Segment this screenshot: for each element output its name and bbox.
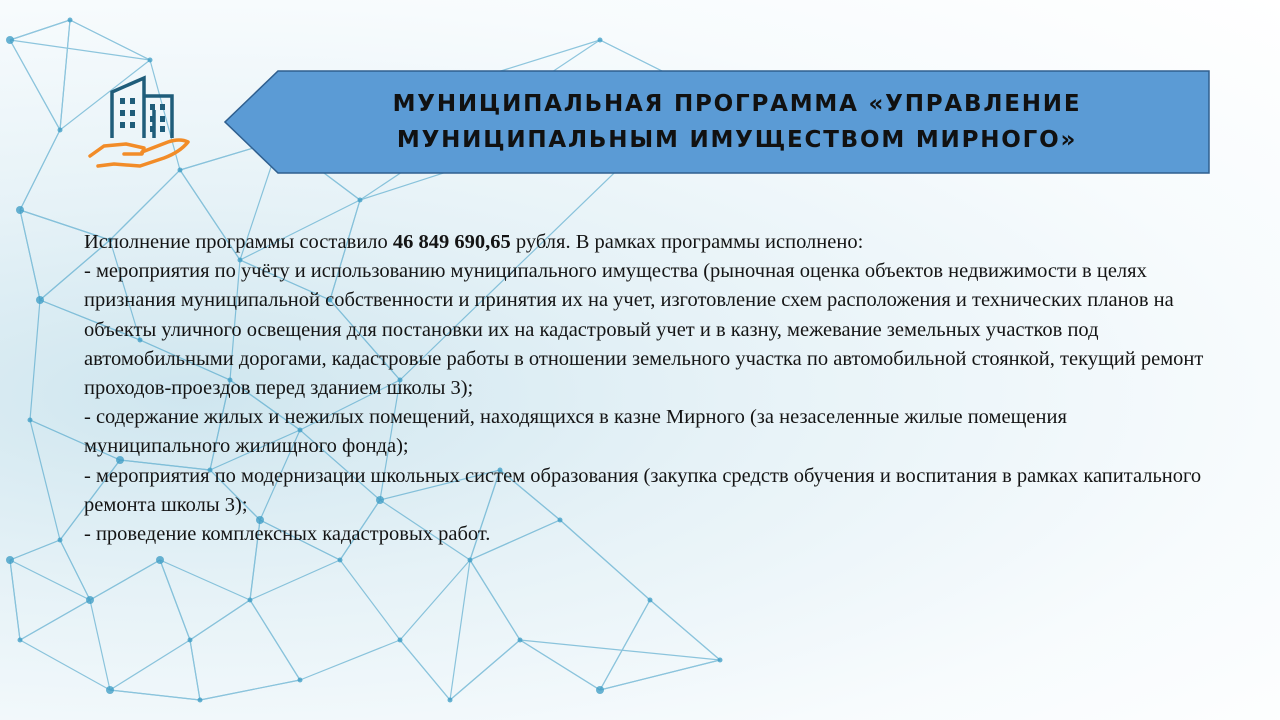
- network-node: [598, 38, 603, 43]
- network-line: [30, 420, 60, 540]
- logo: [84, 66, 204, 176]
- network-node: [156, 556, 164, 564]
- network-node: [16, 206, 24, 214]
- network-line: [600, 660, 720, 690]
- title-line-1: МУНИЦИПАЛЬНАЯ ПРОГРАММА «УПРАВЛЕНИЕ: [392, 91, 1082, 117]
- network-node: [198, 698, 203, 703]
- network-line: [340, 560, 400, 640]
- network-line: [650, 600, 720, 660]
- list-item: - мероприятия по модернизации школьных систем образования (закупка средств обучения и воспитания в рамках капитального ремонта школы 3);: [84, 464, 1202, 516]
- network-line: [10, 560, 20, 640]
- network-line: [190, 640, 200, 700]
- network-line: [200, 680, 300, 700]
- intro-text-before: Исполнение программы составило: [84, 231, 393, 253]
- network-node: [68, 18, 73, 23]
- network-node: [718, 658, 723, 663]
- network-line: [160, 560, 190, 640]
- program-amount: 46 849 690,65: [392, 231, 511, 253]
- building-in-hand-icon: [84, 66, 204, 176]
- network-line: [450, 560, 470, 700]
- network-node: [448, 698, 453, 703]
- network-node: [596, 686, 604, 694]
- network-node: [28, 418, 33, 423]
- page-title: [284, 70, 1190, 174]
- network-node: [36, 296, 44, 304]
- network-node: [398, 638, 403, 643]
- intro-paragraph: [84, 228, 1204, 257]
- network-node: [648, 598, 653, 603]
- list-item: - проведение комплексных кадастровых работ.: [84, 523, 491, 546]
- network-line: [190, 600, 250, 640]
- network-line: [20, 210, 40, 300]
- network-node: [58, 538, 63, 543]
- network-line: [10, 560, 90, 600]
- network-line: [520, 640, 720, 660]
- network-line: [600, 600, 650, 690]
- network-node: [86, 596, 94, 604]
- network-node: [58, 128, 63, 133]
- network-line: [300, 640, 400, 680]
- network-line: [10, 540, 60, 560]
- list-item: - мероприятия по учёту и использованию муниципального имущества (рыночная оценка объектов недвижимости в целях признания муниципальной собственности и принятия их на учет, изготовление схем расположения и технических планов на объекты уличного освещения для постановки их на кадастровый учет и в казну, межевание земельных участков под автомобильными дорогами, кадастровые работы в отношении земельного участка по автомобильной стоянкой, текущий ремонт проходов-проездов перед зданием школы 3);: [84, 260, 1204, 400]
- network-line: [250, 600, 300, 680]
- network-line: [400, 640, 450, 700]
- network-line: [20, 640, 110, 690]
- network-node: [468, 558, 473, 563]
- list-item: - содержание жилых и нежилых помещений, находящихся в казне Мирного (за незаселенные жилые помещения муниципального жилищного фонда);: [84, 406, 1067, 458]
- network-node: [518, 638, 523, 643]
- network-node: [6, 556, 14, 564]
- network-line: [90, 600, 110, 690]
- program-description: [84, 228, 1204, 549]
- network-line: [160, 560, 250, 600]
- network-line: [20, 600, 90, 640]
- network-line: [10, 20, 70, 40]
- network-node: [6, 36, 14, 44]
- network-line: [20, 130, 60, 210]
- network-line: [110, 640, 190, 690]
- network-node: [148, 58, 153, 63]
- network-node: [298, 678, 303, 683]
- network-line: [90, 560, 160, 600]
- network-line: [250, 560, 340, 600]
- network-node: [358, 198, 363, 203]
- network-node: [188, 638, 193, 643]
- network-line: [400, 560, 470, 640]
- intro-text-after: рубля. В рамках программы исполнено:: [510, 231, 864, 253]
- network-line: [30, 300, 40, 420]
- network-node: [248, 598, 253, 603]
- network-line: [10, 40, 60, 130]
- network-line: [470, 560, 520, 640]
- network-line: [110, 690, 200, 700]
- network-node: [106, 686, 114, 694]
- title-banner: [224, 70, 1210, 174]
- network-node: [18, 638, 23, 643]
- network-line: [520, 640, 600, 690]
- network-line: [60, 20, 70, 130]
- title-line-2: МУНИЦИПАЛЬНЫМ ИМУЩЕСТВОМ МИРНОГО»: [396, 127, 1078, 153]
- network-line: [450, 640, 520, 700]
- network-node: [338, 558, 343, 563]
